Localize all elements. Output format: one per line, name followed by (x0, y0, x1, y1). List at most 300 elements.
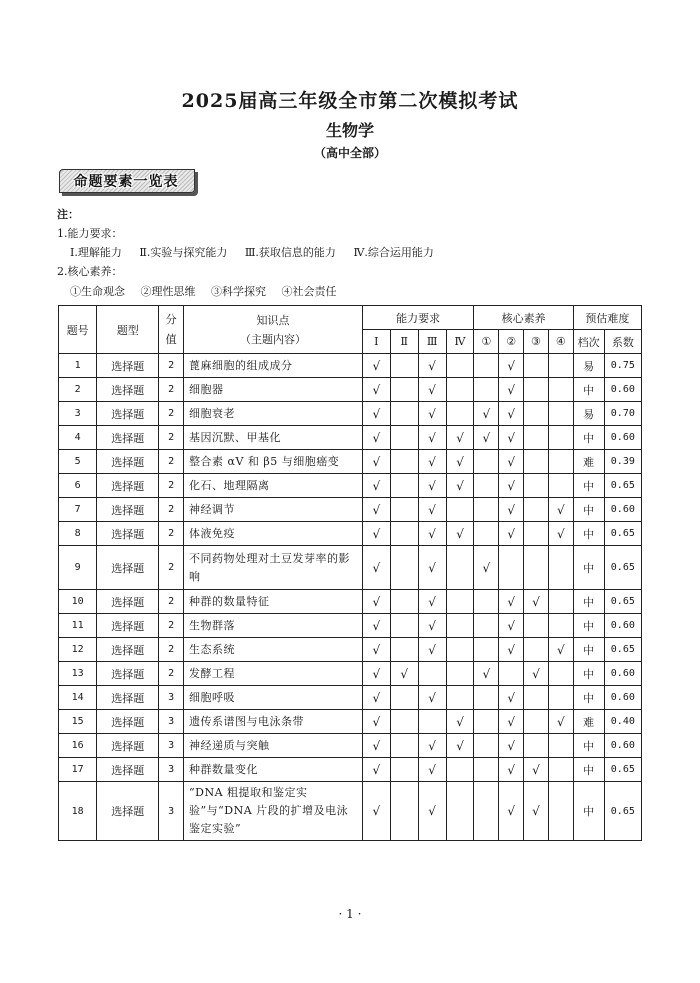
table-row (59, 546, 642, 590)
cell-num: 14 (59, 686, 97, 710)
cell-type: 选择题 (97, 474, 159, 498)
cell-num: 1 (59, 354, 97, 378)
cell-core-check: √ (499, 498, 524, 522)
cell-num: 10 (59, 590, 97, 614)
cell-ability-check (390, 426, 418, 450)
cell-level: 易 (573, 402, 604, 426)
cell-level: 中 (573, 590, 604, 614)
note-label: 注： (57, 208, 79, 221)
cell-ability-check: √ (418, 402, 446, 426)
cell-core-check: √ (524, 590, 549, 614)
cell-core-check (548, 378, 573, 402)
cell-ability-check (390, 522, 418, 546)
cell-score: 2 (159, 546, 184, 590)
cell-core-check: √ (499, 590, 524, 614)
core-item: ②理性思维 (140, 285, 196, 298)
cell-ability-check: √ (446, 450, 474, 474)
table-row (59, 590, 642, 614)
cell-core-check: √ (499, 758, 524, 782)
cell-type: 选择题 (97, 450, 159, 474)
cell-type: 选择题 (97, 546, 159, 590)
cell-core-check: √ (548, 710, 573, 734)
cell-ability-check (446, 758, 474, 782)
cell-num: 12 (59, 638, 97, 662)
cell-core-check: √ (499, 710, 524, 734)
cell-type: 选择题 (97, 378, 159, 402)
cell-topic: 神经递质与突触 (184, 734, 363, 758)
table-row (59, 522, 642, 546)
cell-topic: 基因沉默、甲基化 (184, 426, 363, 450)
header-core: 核心素养 (474, 306, 573, 330)
cell-core-check (548, 662, 573, 686)
cell-type: 选择题 (97, 782, 159, 841)
cell-ability-check: √ (418, 498, 446, 522)
cell-core-check (524, 710, 549, 734)
cell-core-check: √ (499, 522, 524, 546)
cell-coef: 0.60 (604, 614, 641, 638)
cell-score: 3 (159, 758, 184, 782)
cell-ability-check (446, 402, 474, 426)
cell-core-check (474, 614, 499, 638)
cell-topic: 细胞器 (184, 378, 363, 402)
cell-score: 2 (159, 590, 184, 614)
cell-level: 中 (573, 662, 604, 686)
cell-level: 中 (573, 498, 604, 522)
cell-ability-check: √ (446, 426, 474, 450)
table-row (59, 638, 642, 662)
cell-ability-check: √ (446, 734, 474, 758)
cell-core-check: √ (499, 378, 524, 402)
cell-num: 18 (59, 782, 97, 841)
header-core-col: ② (499, 330, 524, 354)
header-ability-col: Ⅳ (446, 330, 474, 354)
cell-type: 选择题 (97, 498, 159, 522)
cell-core-check: √ (474, 426, 499, 450)
cell-score: 2 (159, 474, 184, 498)
cell-topic: “DNA 粗提取和鉴定实验”与“DNA 片段的扩增及电泳鉴定实验” (184, 782, 363, 841)
cell-type: 选择题 (97, 710, 159, 734)
cell-core-check (499, 546, 524, 590)
cell-core-check (524, 638, 549, 662)
cell-num: 13 (59, 662, 97, 686)
requirements-table (58, 305, 642, 841)
cell-ability-check (390, 402, 418, 426)
cell-score: 2 (159, 378, 184, 402)
cell-coef: 0.60 (604, 378, 641, 402)
header-ability-col: Ⅱ (390, 330, 418, 354)
cell-num: 6 (59, 474, 97, 498)
cell-level: 难 (573, 450, 604, 474)
cell-ability-check: √ (362, 614, 390, 638)
cell-ability-check (446, 590, 474, 614)
cell-core-check: √ (548, 638, 573, 662)
table-row (59, 426, 642, 450)
header-diff-col: 档次 (573, 330, 604, 354)
cell-core-check (548, 782, 573, 841)
cell-core-check (548, 402, 573, 426)
header-score-text: 分值 (165, 312, 177, 346)
header-difficulty: 预估难度 (573, 306, 641, 330)
cell-coef: 0.39 (604, 450, 641, 474)
cell-num: 2 (59, 378, 97, 402)
cell-topic: 发酵工程 (184, 662, 363, 686)
cell-ability-check: √ (418, 590, 446, 614)
cell-ability-check (418, 662, 446, 686)
cell-core-check: √ (499, 402, 524, 426)
cell-coef: 0.65 (604, 590, 641, 614)
core-list (70, 285, 349, 298)
cell-ability-check: √ (446, 710, 474, 734)
cell-level: 难 (573, 710, 604, 734)
cell-ability-check: √ (362, 734, 390, 758)
cell-type: 选择题 (97, 734, 159, 758)
cell-core-check: √ (499, 354, 524, 378)
cell-num: 3 (59, 402, 97, 426)
cell-level: 中 (573, 474, 604, 498)
table-row (59, 710, 642, 734)
cell-level: 中 (573, 546, 604, 590)
cell-topic: 遗传系谱图与电泳条带 (184, 710, 363, 734)
cell-level: 中 (573, 614, 604, 638)
cell-core-check (474, 638, 499, 662)
scope-label: （高中全部） (313, 146, 386, 160)
cell-core-check (548, 686, 573, 710)
cell-core-check (524, 734, 549, 758)
cell-coef: 0.65 (604, 522, 641, 546)
cell-ability-check (446, 662, 474, 686)
table-row (59, 662, 642, 686)
header-topic-sub: （主题内容） (239, 332, 306, 346)
cell-core-check (474, 710, 499, 734)
cell-type: 选择题 (97, 354, 159, 378)
cell-level: 中 (573, 378, 604, 402)
cell-ability-check (418, 710, 446, 734)
cell-level: 易 (573, 354, 604, 378)
cell-type: 选择题 (97, 590, 159, 614)
cell-core-check: √ (474, 546, 499, 590)
cell-core-check (548, 426, 573, 450)
cell-ability-check: √ (418, 378, 446, 402)
cell-ability-check: √ (418, 734, 446, 758)
cell-type: 选择题 (97, 402, 159, 426)
cell-core-check (474, 686, 499, 710)
cell-core-check (524, 402, 549, 426)
cell-ability-check (446, 638, 474, 662)
cell-score: 2 (159, 498, 184, 522)
cell-core-check: √ (524, 662, 549, 686)
header-score (159, 306, 184, 354)
cell-core-check: √ (499, 450, 524, 474)
cell-type: 选择题 (97, 614, 159, 638)
table-row (59, 614, 642, 638)
cell-topic: 生态系统 (184, 638, 363, 662)
cell-ability-check: √ (418, 546, 446, 590)
cell-core-check (474, 474, 499, 498)
cell-score: 2 (159, 354, 184, 378)
cell-num: 8 (59, 522, 97, 546)
header-core-col: ③ (524, 330, 549, 354)
cell-ability-check (390, 614, 418, 638)
cell-ability-check (390, 734, 418, 758)
cell-ability-check: √ (418, 782, 446, 841)
cell-core-check (524, 686, 549, 710)
cell-num: 5 (59, 450, 97, 474)
cell-coef: 0.60 (604, 686, 641, 710)
cell-core-check: √ (524, 782, 549, 841)
header-ability: 能力要求 (362, 306, 474, 330)
cell-coef: 0.65 (604, 474, 641, 498)
table-row (59, 474, 642, 498)
exam-title: 2025届高三年级全市第二次模拟考试 (181, 90, 519, 112)
core-item: ①生命观念 (70, 285, 125, 298)
cell-core-check (474, 782, 499, 841)
cell-ability-check: √ (362, 686, 390, 710)
cell-score: 3 (159, 710, 184, 734)
cell-type: 选择题 (97, 686, 159, 710)
table-row (59, 450, 642, 474)
cell-core-check (524, 498, 549, 522)
header-topic (184, 306, 363, 354)
table-row (59, 354, 642, 378)
cell-core-check (524, 354, 549, 378)
cell-core-check (548, 450, 573, 474)
cell-ability-check: √ (362, 354, 390, 378)
cell-ability-check (390, 474, 418, 498)
cell-coef: 0.60 (604, 426, 641, 450)
table-row (59, 402, 642, 426)
cell-core-check (548, 354, 573, 378)
cell-coef: 0.65 (604, 782, 641, 841)
header-ability-col: Ⅰ (362, 330, 390, 354)
cell-coef: 0.65 (604, 758, 641, 782)
cell-num: 16 (59, 734, 97, 758)
cell-score: 3 (159, 782, 184, 841)
cell-core-check (474, 758, 499, 782)
cell-topic: 种群数量变化 (184, 758, 363, 782)
cell-topic: 化石、地理隔离 (184, 474, 363, 498)
ability-list (70, 246, 448, 259)
cell-level: 中 (573, 522, 604, 546)
cell-ability-check (446, 354, 474, 378)
cell-score: 2 (159, 522, 184, 546)
cell-coef: 0.65 (604, 638, 641, 662)
cell-score: 2 (159, 614, 184, 638)
cell-core-check (524, 522, 549, 546)
cell-ability-check: √ (418, 450, 446, 474)
cell-ability-check: √ (418, 522, 446, 546)
ability-item: Ⅰ.理解能力 (70, 246, 122, 259)
cell-core-check: √ (499, 638, 524, 662)
cell-ability-check (390, 546, 418, 590)
core-item: ④社会责任 (281, 285, 337, 298)
cell-coef: 0.60 (604, 498, 641, 522)
cell-score: 2 (159, 426, 184, 450)
cell-coef: 0.70 (604, 402, 641, 426)
cell-ability-check (390, 590, 418, 614)
cell-topic: 不同药物处理对土豆发芽率的影响 (184, 546, 363, 590)
section-banner (59, 169, 195, 195)
cell-score: 3 (159, 686, 184, 710)
cell-ability-check: √ (362, 782, 390, 841)
cell-ability-check: √ (362, 546, 390, 590)
cell-ability-check (390, 710, 418, 734)
page-number: · 1 · (338, 907, 362, 921)
cell-score: 2 (159, 662, 184, 686)
cell-ability-check (446, 498, 474, 522)
cell-ability-check (446, 614, 474, 638)
cell-ability-check: √ (362, 638, 390, 662)
cell-topic: 细胞衰老 (184, 402, 363, 426)
cell-level: 中 (573, 782, 604, 841)
cell-level: 中 (573, 758, 604, 782)
cell-ability-check: √ (362, 498, 390, 522)
cell-core-check (524, 546, 549, 590)
cell-ability-check: √ (418, 758, 446, 782)
cell-core-check (524, 474, 549, 498)
cell-core-check: √ (499, 426, 524, 450)
cell-core-check: √ (474, 662, 499, 686)
cell-core-check (548, 614, 573, 638)
table-row (59, 498, 642, 522)
header-diff-col: 系数 (604, 330, 641, 354)
cell-type: 选择题 (97, 426, 159, 450)
cell-type: 选择题 (97, 638, 159, 662)
ability-item: Ⅱ.实验与探究能力 (139, 246, 228, 259)
cell-topic: 体液免疫 (184, 522, 363, 546)
header-num: 题号 (59, 306, 97, 354)
cell-core-check (548, 590, 573, 614)
cell-coef: 0.40 (604, 710, 641, 734)
header-core-col: ④ (548, 330, 573, 354)
cell-ability-check: √ (362, 426, 390, 450)
cell-core-check (474, 522, 499, 546)
cell-core-check (524, 426, 549, 450)
cell-level: 中 (573, 426, 604, 450)
cell-ability-check: √ (446, 474, 474, 498)
cell-ability-check (446, 782, 474, 841)
cell-ability-check (446, 686, 474, 710)
cell-score: 3 (159, 734, 184, 758)
ability-heading: 1.能力要求： (57, 227, 123, 240)
cell-ability-check (390, 686, 418, 710)
cell-core-check: √ (524, 758, 549, 782)
cell-core-check (524, 378, 549, 402)
core-item: ③科学探究 (211, 285, 266, 298)
cell-coef: 0.75 (604, 354, 641, 378)
cell-core-check (474, 450, 499, 474)
header-ability-col: Ⅲ (418, 330, 446, 354)
cell-num: 9 (59, 546, 97, 590)
cell-score: 2 (159, 450, 184, 474)
cell-ability-check (390, 498, 418, 522)
cell-ability-check: √ (362, 402, 390, 426)
cell-coef: 0.60 (604, 662, 641, 686)
cell-core-check: √ (499, 614, 524, 638)
cell-coef: 0.65 (604, 546, 641, 590)
cell-ability-check: √ (390, 662, 418, 686)
cell-type: 选择题 (97, 522, 159, 546)
cell-ability-check: √ (362, 474, 390, 498)
core-heading: 2.核心素养： (57, 265, 123, 278)
cell-num: 17 (59, 758, 97, 782)
cell-ability-check: √ (418, 426, 446, 450)
table-row (59, 378, 642, 402)
cell-core-check (524, 614, 549, 638)
cell-topic: 整合素 αV 和 β5 与细胞癌变 (184, 450, 363, 474)
cell-ability-check (390, 782, 418, 841)
cell-topic: 细胞呼吸 (184, 686, 363, 710)
cell-num: 7 (59, 498, 97, 522)
header-core-col: ① (474, 330, 499, 354)
cell-ability-check (390, 378, 418, 402)
cell-ability-check: √ (362, 710, 390, 734)
cell-core-check (548, 734, 573, 758)
cell-ability-check: √ (418, 638, 446, 662)
cell-core-check (474, 498, 499, 522)
cell-core-check: √ (474, 402, 499, 426)
table-row (59, 734, 642, 758)
cell-coef: 0.60 (604, 734, 641, 758)
cell-ability-check: √ (418, 614, 446, 638)
header-topic-main: 知识点 (256, 313, 290, 327)
ability-item: Ⅳ.综合运用能力 (353, 246, 434, 259)
cell-core-check: √ (499, 686, 524, 710)
cell-ability-check (390, 354, 418, 378)
cell-core-check (474, 378, 499, 402)
cell-num: 15 (59, 710, 97, 734)
header-type: 题型 (97, 306, 159, 354)
cell-core-check: √ (499, 782, 524, 841)
cell-ability-check: √ (362, 590, 390, 614)
cell-level: 中 (573, 734, 604, 758)
cell-score: 2 (159, 638, 184, 662)
cell-topic: 种群的数量特征 (184, 590, 363, 614)
cell-core-check: √ (499, 734, 524, 758)
cell-ability-check: √ (418, 354, 446, 378)
cell-topic: 蓖麻细胞的组成成分 (184, 354, 363, 378)
cell-ability-check: √ (362, 758, 390, 782)
table-row (59, 758, 642, 782)
cell-ability-check: √ (362, 450, 390, 474)
cell-topic: 神经调节 (184, 498, 363, 522)
banner-label: 命题要素一览表 (73, 174, 179, 190)
cell-type: 选择题 (97, 662, 159, 686)
cell-level: 中 (573, 686, 604, 710)
cell-ability-check: √ (362, 378, 390, 402)
table-row (59, 782, 642, 841)
cell-core-check: √ (548, 522, 573, 546)
cell-core-check (499, 662, 524, 686)
cell-core-check (548, 758, 573, 782)
cell-ability-check (390, 758, 418, 782)
cell-ability-check: √ (362, 522, 390, 546)
cell-ability-check (446, 546, 474, 590)
cell-core-check: √ (499, 474, 524, 498)
cell-ability-check: √ (446, 522, 474, 546)
cell-ability-check: √ (418, 686, 446, 710)
cell-num: 11 (59, 614, 97, 638)
cell-core-check (474, 354, 499, 378)
cell-num: 4 (59, 426, 97, 450)
cell-ability-check (390, 450, 418, 474)
cell-core-check (474, 734, 499, 758)
subject-title: 生物学 (325, 121, 374, 140)
cell-type: 选择题 (97, 758, 159, 782)
cell-core-check (548, 474, 573, 498)
cell-core-check (548, 546, 573, 590)
cell-ability-check (446, 378, 474, 402)
cell-core-check (524, 450, 549, 474)
